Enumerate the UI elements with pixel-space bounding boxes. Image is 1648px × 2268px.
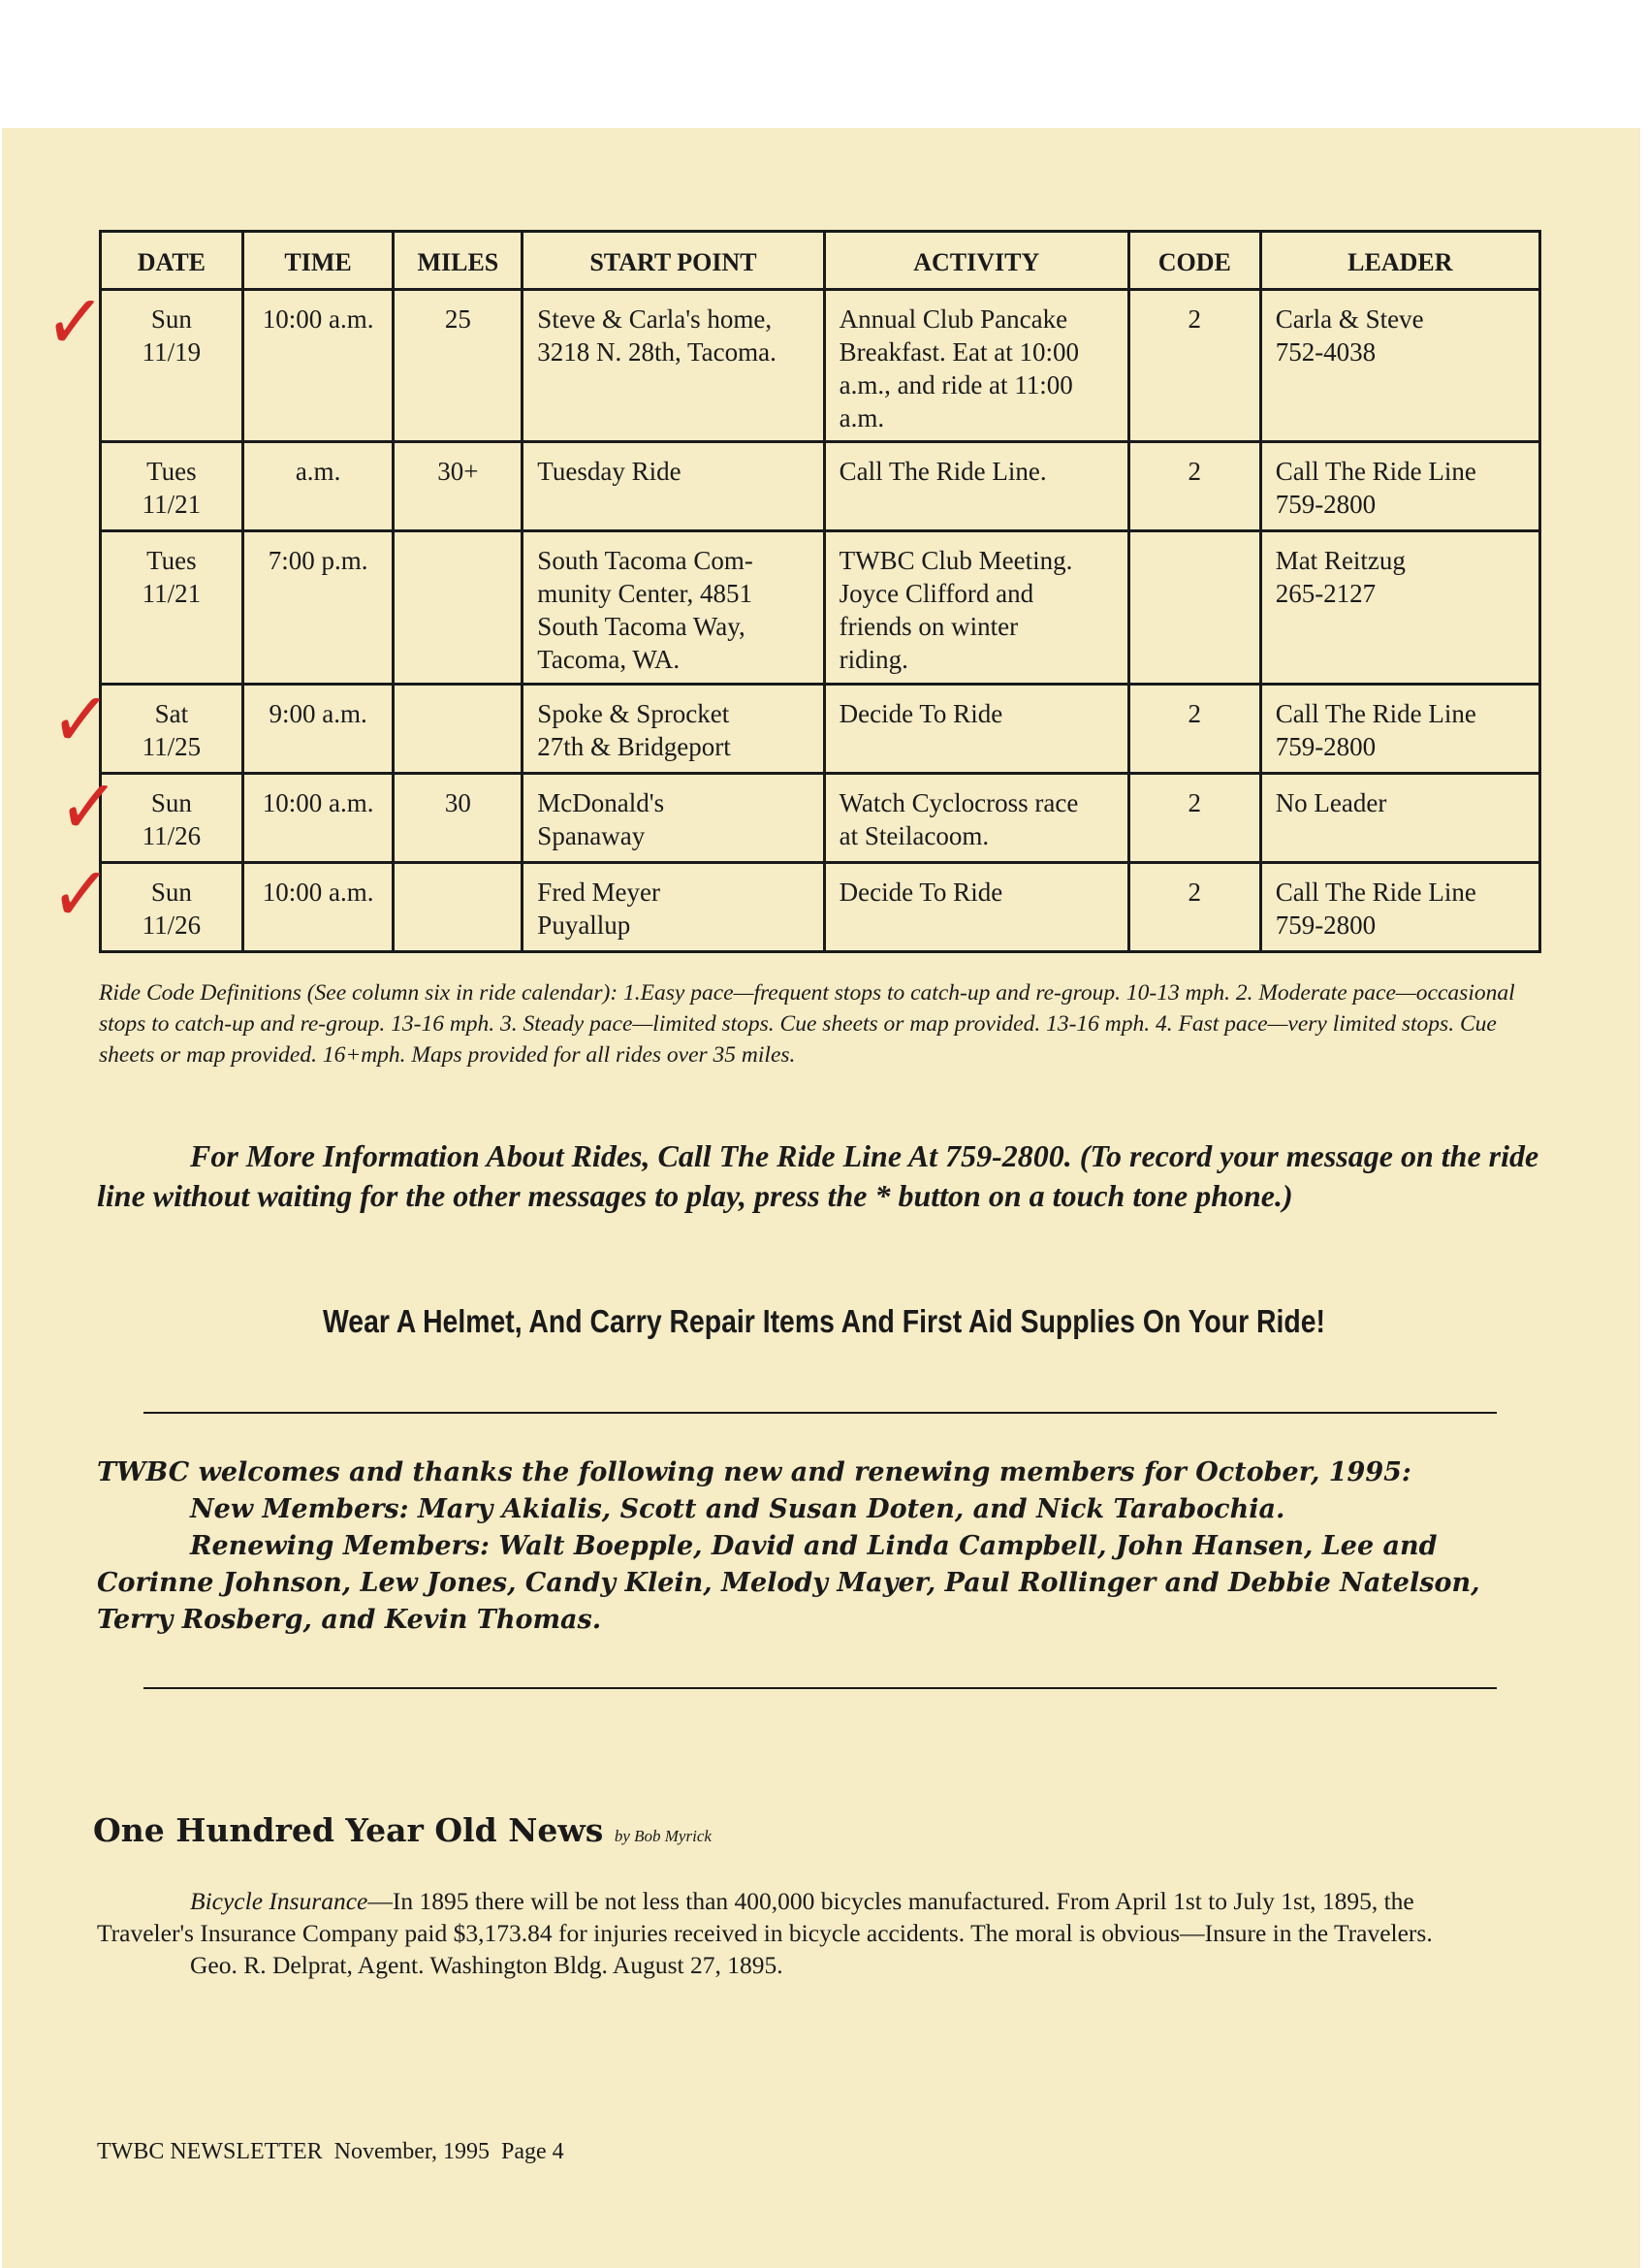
table-row [101, 531, 1540, 685]
helmet-reminder: Wear A Helmet, And Carry Repair Items And First Aid Supplies On Your Ride! [323, 1303, 1325, 1339]
header-start-point: START POINT [523, 232, 824, 290]
cell-code: 2 [1128, 442, 1260, 531]
page-footer: TWBC NEWSLETTER November, 1995 Page 4 [97, 2139, 564, 2164]
checkmark-icon: ✓ [55, 755, 122, 858]
cell-date: Sun 11/26 [101, 774, 243, 863]
checkmark-icon: ✓ [48, 843, 114, 945]
news-article [97, 1885, 1503, 1981]
cell-start-point: Steve & Carla's home, 3218 N. 28th, Tacoma. [523, 290, 824, 442]
cell-activity: Decide To Ride [824, 685, 1128, 774]
cell-activity: TWBC Club Meeting. Joyce Clifford and friends on winter riding. [824, 531, 1128, 685]
members-intro: TWBC welcomes and thanks the following new and renewing members for October, 1995: [97, 1457, 1411, 1487]
cell-date: Tues 11/21 [101, 531, 243, 685]
news-title: One Hundred Year Old News [93, 1811, 604, 1849]
cell-activity: Watch Cyclocross race at Steilacoom. [824, 774, 1128, 863]
cell-miles: 30+ [394, 442, 523, 531]
ride-code-definitions: Ride Code Definitions (See column six in ride calendar): 1.Easy pace—frequent stops to catch-up and re-group. 10-13 mph. 2. Moderate pace—occasional stops to catch-up and re-group. 13-16 mph. 3. Steady pace—limited stops. Cue sheets or map provided. 13-16 mph. 4. Fast pace—very limited stops. Cue sheets or map provided. 16+mph. Maps provided for all rides over 35 miles. [99, 980, 1515, 1068]
cell-activity: Decide To Ride [824, 863, 1128, 952]
cell-leader: Call The Ride Line 759-2800 [1260, 685, 1539, 774]
cell-start-point: McDonald's Spanaway [523, 774, 824, 863]
cell-code: 2 [1128, 685, 1260, 774]
news-byline: by Bob Myrick [614, 1827, 712, 1845]
divider [143, 1687, 1497, 1689]
cell-time: 7:00 p.m. [242, 531, 394, 685]
checkmark-icon: ✓ [48, 668, 114, 771]
members-section [97, 1454, 1551, 1639]
cell-time: 9:00 a.m. [242, 685, 394, 774]
divider [143, 1412, 1497, 1414]
header-code: CODE [1128, 232, 1260, 290]
cell-leader: Mat Reitzug 265-2127 [1260, 531, 1539, 685]
cell-start-point: Fred Meyer Puyallup [523, 863, 824, 952]
news-signature: Geo. R. Delprat, Agent. Washington Bldg. August 27, 1895. [190, 1951, 783, 1979]
cell-leader: Call The Ride Line 759-2800 [1260, 442, 1539, 531]
new-members: New Members: Mary Akialis, Scott and Susan Doten, and Nick Tarabochia. [190, 1494, 1285, 1524]
ride-calendar-table [99, 230, 1541, 953]
cell-date: Sun 11/19 [101, 290, 243, 442]
cell-time: a.m. [242, 442, 394, 531]
renewing-members: Renewing Members: Walt Boepple, David and Linda Campbell, John Hansen, Lee and Corinne Johnson, Lew Jones, Candy Klein, Melody Mayer, Paul Rollinger and Debbie Natelson, Terry Rosberg, and Kevin Thomas. [97, 1531, 1480, 1635]
cell-miles: 30 [394, 774, 523, 863]
cell-start-point: Spoke & Sprocket 27th & Bridgeport [523, 685, 824, 774]
cell-date: Sun 11/26 [101, 863, 243, 952]
table-row [101, 685, 1540, 774]
table-row [101, 774, 1540, 863]
cell-code: 2 [1128, 290, 1260, 442]
cell-miles: 25 [394, 290, 523, 442]
cell-activity: Call The Ride Line. [824, 442, 1128, 531]
cell-time: 10:00 a.m. [242, 290, 394, 442]
header-time: TIME [242, 232, 394, 290]
cell-date: Sat 11/25 [101, 685, 243, 774]
checkmark-icon: ✓ [42, 271, 109, 373]
cell-miles [394, 863, 523, 952]
table-row [101, 290, 1540, 442]
news-body: —In 1895 there will be not less than 400,000 bicycles manufactured. From April 1st to July 1st, 1895, the Traveler's Insurance Company paid $3,173.84 for injuries received in bicycle accidents. The moral is obvious—Insure in the Travelers. [97, 1887, 1433, 1947]
cell-leader: Carla & Steve 752-4038 [1260, 290, 1539, 442]
header-leader: LEADER [1260, 232, 1539, 290]
table-row [101, 863, 1540, 952]
header-miles: MILES [394, 232, 523, 290]
cell-leader: No Leader [1260, 774, 1539, 863]
cell-code [1128, 531, 1260, 685]
cell-activity: Annual Club Pancake Breakfast. Eat at 10:00 a.m., and ride at 11:00 a.m. [824, 290, 1128, 442]
cell-start-point: South Tacoma Com- munity Center, 4851 South Tacoma Way, Tacoma, WA. [523, 531, 824, 685]
cell-time: 10:00 a.m. [242, 863, 394, 952]
cell-miles [394, 685, 523, 774]
table-header-row [101, 232, 1540, 290]
cell-code: 2 [1128, 863, 1260, 952]
header-activity: ACTIVITY [824, 232, 1128, 290]
cell-date: Tues 11/21 [101, 442, 243, 531]
ride-line-info: For More Information About Rides, Call The Ride Line At 759-2800. (To record your message on the ride line without waiting for the other messages to play, press the * button on a touch tone phone.) [97, 1138, 1539, 1213]
cell-code: 2 [1128, 774, 1260, 863]
cell-leader: Call The Ride Line 759-2800 [1260, 863, 1539, 952]
table-row [101, 442, 1540, 531]
cell-start-point: Tuesday Ride [523, 442, 824, 531]
news-heading [93, 1811, 712, 1849]
cell-time: 10:00 a.m. [242, 774, 394, 863]
cell-miles [394, 531, 523, 685]
news-lead: Bicycle Insurance [190, 1887, 368, 1915]
header-date: DATE [101, 232, 243, 290]
